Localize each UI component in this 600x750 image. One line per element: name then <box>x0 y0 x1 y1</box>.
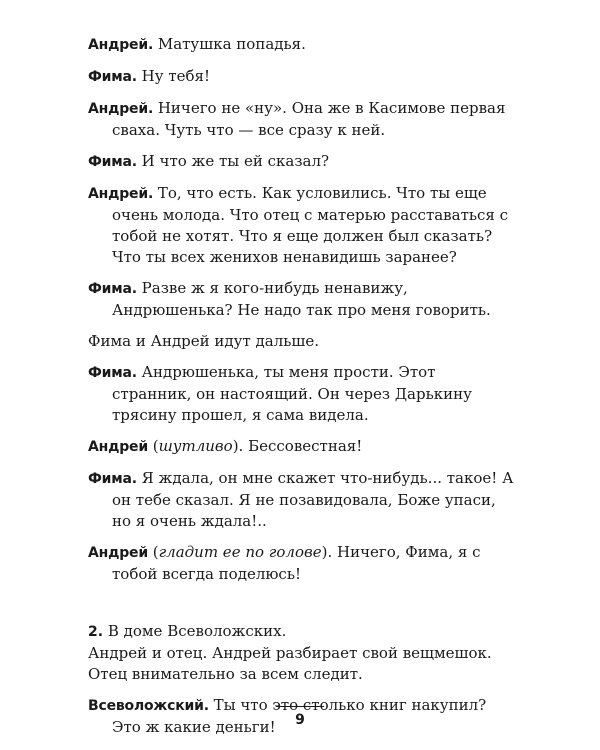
page-body <box>88 34 518 748</box>
dialogue-line <box>88 362 518 426</box>
speaker-name: Андрей. <box>88 101 154 117</box>
dialogue-line: Андрей (шутливо). Бессовестная! <box>88 437 363 455</box>
dialogue-line <box>88 34 518 56</box>
line-text: Андрюшенька, ты меня прости. Этот странник, он настоящий. Он через Дарькину трясину прошел, я сама видела. <box>112 363 472 424</box>
line-text: Разве ж я кого-нибудь ненавижу, Андрюшенька? Не надо так про меня говорить. <box>112 279 491 319</box>
speaker-name: Андрей. <box>88 186 154 202</box>
line-text: Бессовестная! <box>243 437 363 455</box>
scene-description: Андрей и отец. Андрей разбирает свой вещмешок. Отец внимательно за всем следит. <box>88 644 492 683</box>
dialogue-line <box>88 66 518 88</box>
dialogue-line <box>88 151 518 173</box>
line-text: То, что есть. Как условились. Что ты еще очень молода. Что отец с матерью расставаться с тобой не хотят. Что я еще должен был сказать? Что ты всех женихов ненавидишь заранее? <box>112 184 509 266</box>
dialogue-line <box>88 98 518 141</box>
speaker-name: Андрей. <box>88 37 154 53</box>
scene-number: 2. <box>88 624 104 640</box>
line-text: Ну тебя! <box>136 67 211 85</box>
speaker-name: Всеволожский. <box>88 698 209 714</box>
speaker-name: Фима. <box>88 154 137 170</box>
dialogue-line <box>88 183 518 268</box>
line-text: Ты что это столько книг накупил? Это ж какие деньги! <box>112 696 487 736</box>
speaker-name: Фима. <box>88 365 137 381</box>
inline-direction: гладит ее по голове <box>158 543 322 561</box>
dialogue-line: Андрей (гладит ее по голове). Ничего, Фима, я с тобой всегда поделюсь! <box>88 543 481 583</box>
scene-location: В доме Всеволожских. <box>103 622 287 640</box>
inline-direction: шутливо <box>158 437 233 455</box>
stage-direction: Фима и Андрей идут дальше. <box>88 332 320 350</box>
line-text: Я ждала, он мне скажет что-нибудь... такое! А он тебе сказал. Я не позавидовала, Боже упаси, но я очень ждала!.. <box>112 469 514 530</box>
page-number: 9 <box>295 712 305 728</box>
page-number-rule <box>276 706 324 707</box>
speaker-name: Фима. <box>88 471 137 487</box>
speaker-name: Андрей <box>88 545 148 561</box>
dialogue-line <box>88 468 518 532</box>
speaker-name: Фима. <box>88 281 137 297</box>
dialogue-line <box>88 278 518 321</box>
line-text: И что же ты ей сказал? <box>136 152 330 170</box>
line-text: Ничего не «ну». Она же в Касимове первая сваха. Чуть что — все сразу к ней. <box>112 99 506 139</box>
speaker-name: Андрей <box>88 439 148 455</box>
scene-heading <box>88 621 518 643</box>
scene-heading-block <box>88 621 518 685</box>
line-text: Ничего, Фима, я с тобой всегда поделюсь! <box>112 543 481 583</box>
line-text: Матушка попадья. <box>153 35 306 53</box>
speaker-name: Фима. <box>88 69 137 85</box>
